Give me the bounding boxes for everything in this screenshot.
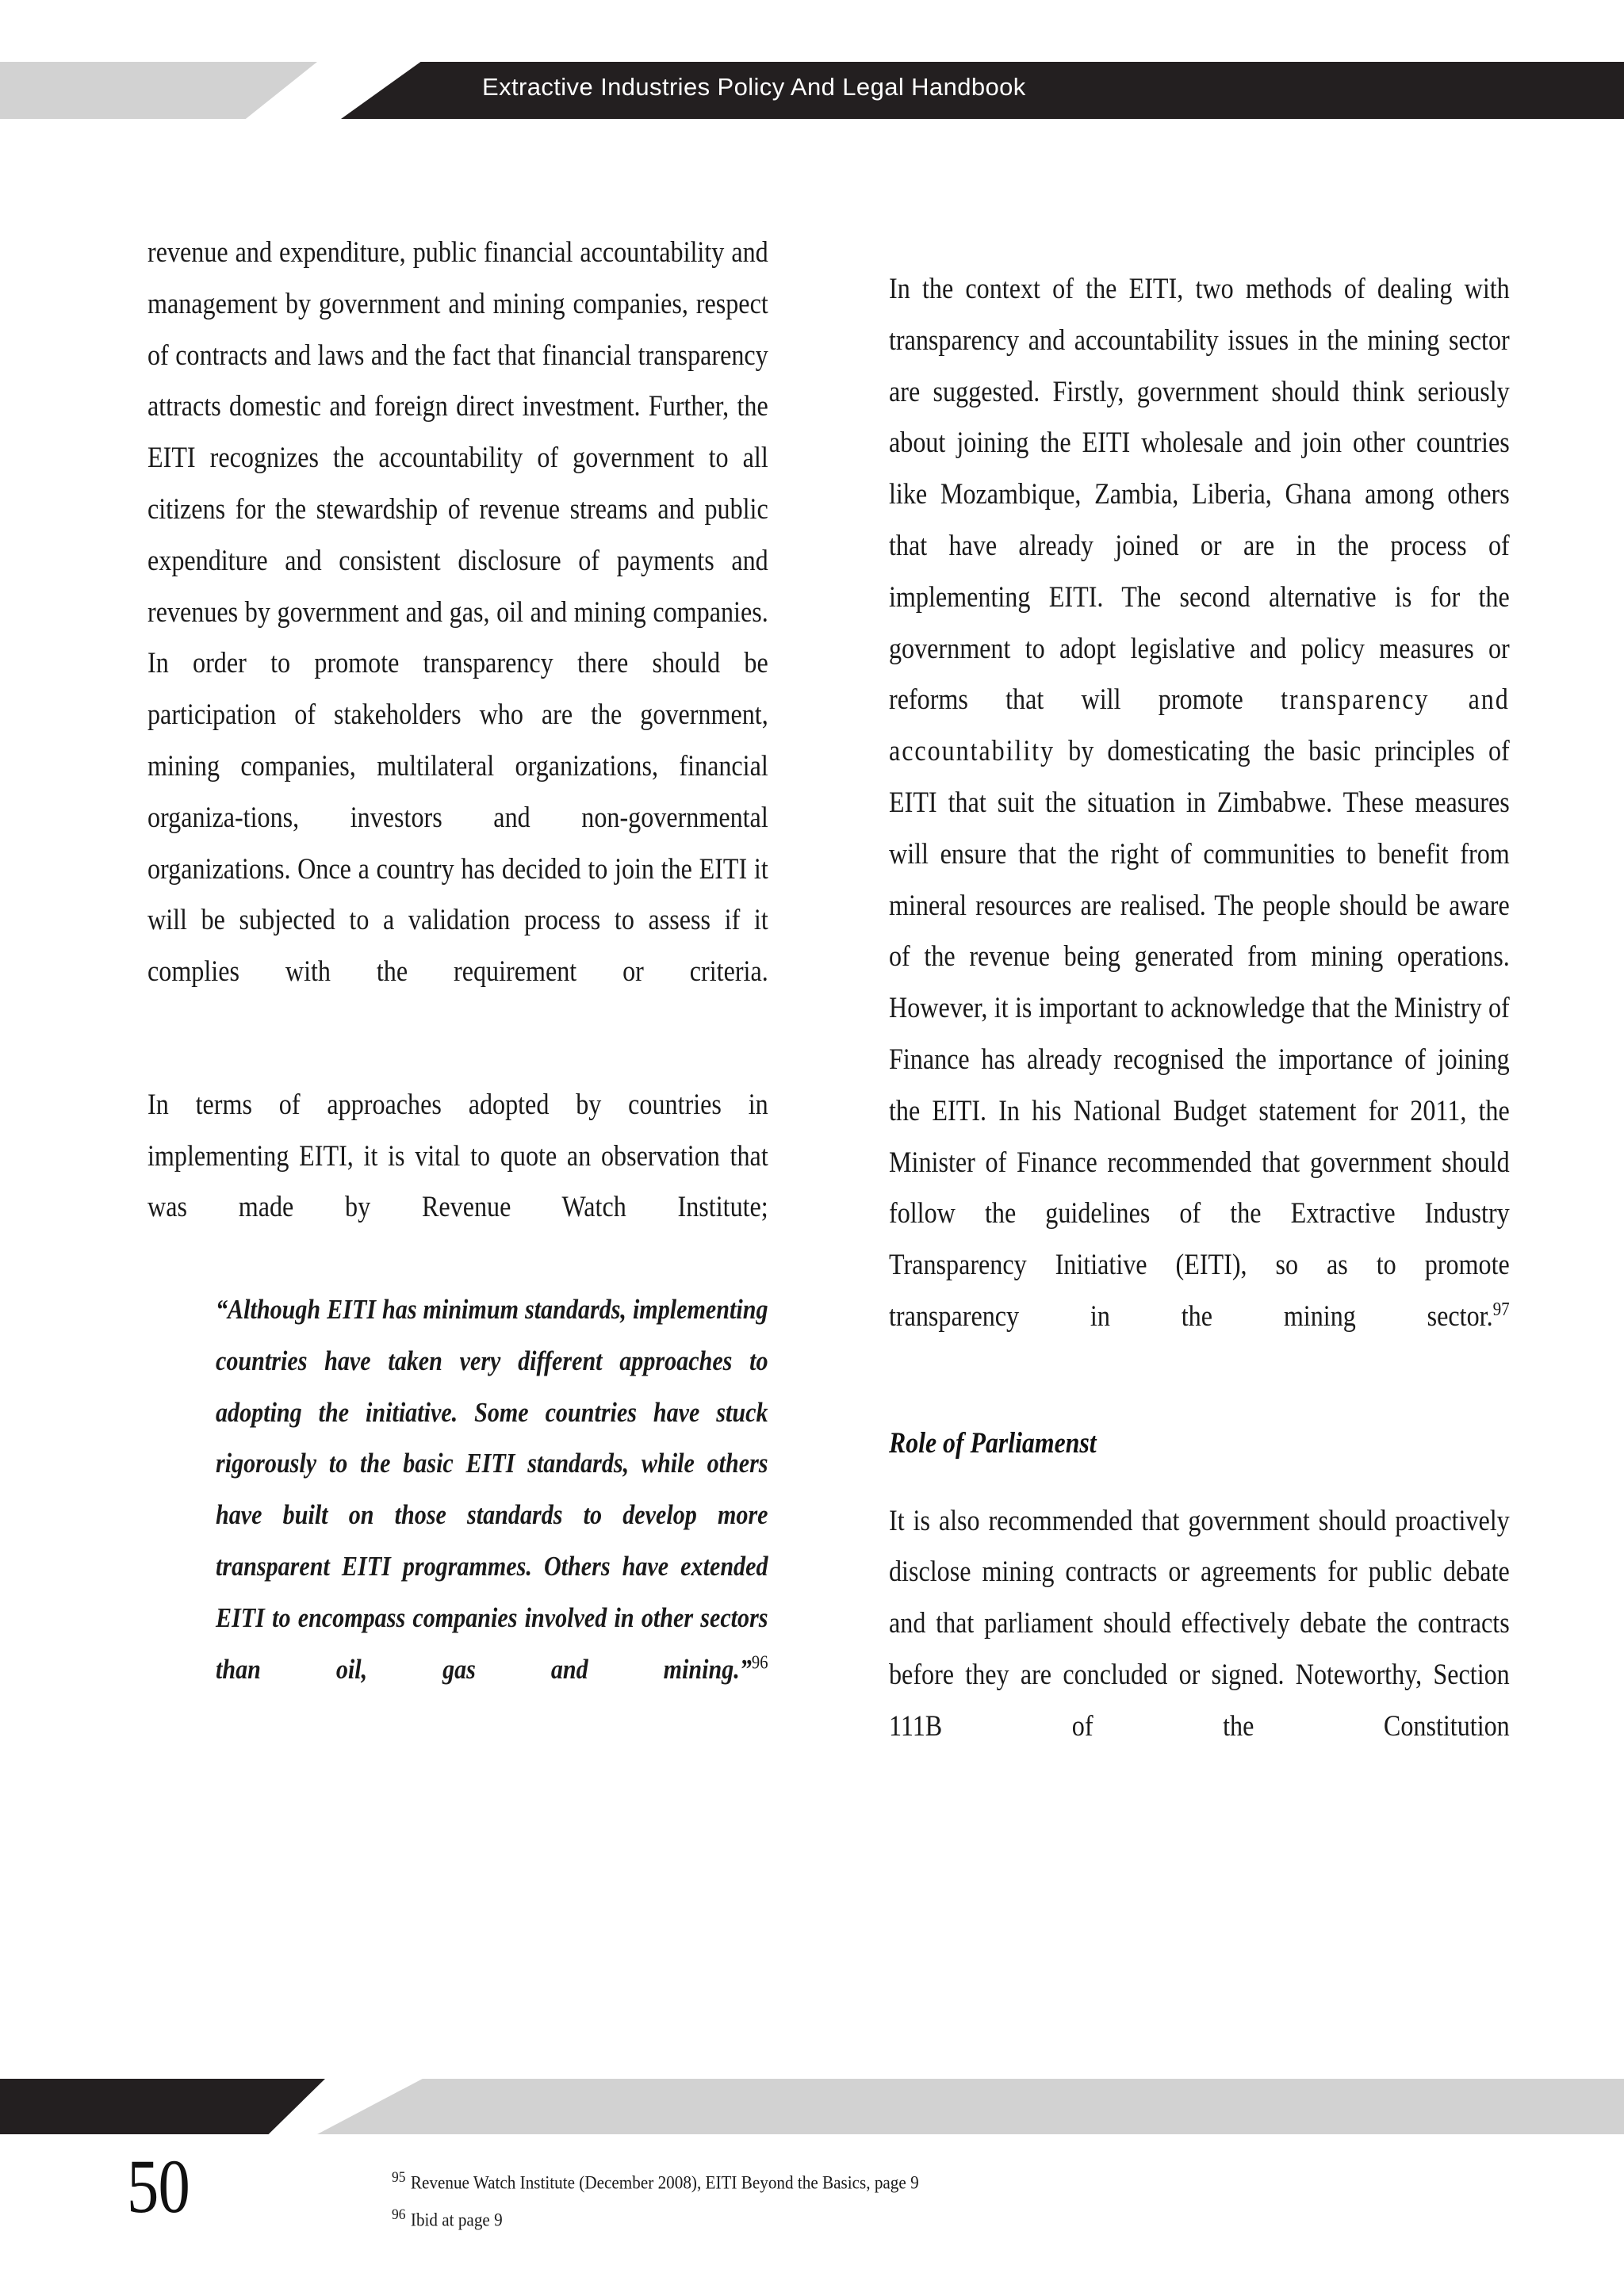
right-paragraph-1-tracked-phrase: transparency and accountability <box>889 683 1510 767</box>
right-text-column <box>889 227 1510 2042</box>
left-paragraph-2: In terms of approaches adopted by countries in implementing EITI, it is vital to quote an observation that was made by Revenue Watch Institute; <box>147 1087 768 1223</box>
footnotes-list <box>392 2164 1423 2238</box>
section-heading-role-of-parliament: Role of Parliamenst <box>889 1426 1097 1460</box>
header-grey-chevron <box>0 62 317 119</box>
running-head-title: Extractive Industries Policy And Legal Handbook <box>482 73 1026 101</box>
footnote-number: 96 <box>392 2206 406 2223</box>
page-header-banner <box>0 0 1624 143</box>
footnote-marker-97: 97 <box>1492 1299 1510 1320</box>
left-paragraph-1: revenue and expenditure, public financial accountability and management by government and mining companies, respect of contracts and laws and the fact that financial transparency attracts domestic and foreign direct investment. Further, the EITI recognizes the accountability of government to all citizens for the stewardship of revenue streams and public expenditure and consistent disclosure of payments and revenues by government and gas, oil and mining companies. In order to promote transparency there should be participation of stakeholders who are the government, mining companies, multilateral organizations, financial organiza-tions, investors and non-governmental organizations. Once a country has decided to join the EITI it will be subjected to a validation process to assess if it complies with the requirement or criteria. <box>147 235 768 988</box>
footnote-number: 95 <box>392 2169 406 2186</box>
block-quote-body: “Although EITI has minimum standards, implementing countries have taken very different approaches to adopting the initiative. Some countries have stuck rigorously to the basic EITI standards, while others have built on those standards to develop more transparent EITI programmes. Others have extended EITI to encompass companies involved in other sectors than oil, gas and mining.” <box>216 1293 768 1685</box>
footer-dark-chevron <box>0 2079 325 2134</box>
block-quote-text <box>216 1284 768 1747</box>
left-text-column <box>147 227 768 2042</box>
body-columns <box>147 227 1510 2042</box>
footer-grey-chevron <box>317 2079 1624 2134</box>
right-paragraph-1-part-a: In the context of the EITI, two methods of dealing with transparency and accountability issues in the mining sector are suggested. Firstly, government should think seriously about joining the EITI wholesale and join other countries like Mozambique, Zambia, Liberia, Ghana among others that have already joined or are in the process of implementing EITI. The second alternative is for the government to adopt legislative and policy measures or reforms that will promote <box>889 272 1510 716</box>
right-paragraph-2: It is also recommended that government should proactively disclose mining contracts or agreements for public debate and that parliament should effectively debate the contracts before they are concluded or signed. Noteworthy, Section 111B of the Constitution <box>889 1503 1510 1742</box>
block-quote <box>147 1284 768 1747</box>
footnote-item <box>392 2164 1340 2197</box>
footnote-text: Revenue Watch Institute (December 2008), EITI Beyond the Basics, page 9 <box>410 2172 919 2193</box>
footnote-marker-96: 96 <box>751 1651 768 1673</box>
page-number: 50 <box>127 2144 190 2229</box>
footnote-item <box>392 2202 1340 2234</box>
right-paragraph-1-part-b: by domesticating the basic principles of EITI that suit the situation in Zimbabwe. These measures will ensure that the right of communities to benefit from mineral resources are realised. The people should be aware of the revenue being generated from mining operations. However, it is important to acknowledge that the Ministry of Finance has already recognised the importance of joining the EITI. In his National Budget statement for 2011, the Minister of Finance recommended that government should follow the guidelines of the Extractive Industry Transparency Initiative (EITI), so as to promote transparency in the mining sector. <box>889 734 1510 1332</box>
page-footer-banner <box>0 2061 1624 2130</box>
footnote-text: Ibid at page 9 <box>410 2210 503 2230</box>
right-paragraph-1 <box>889 263 1510 1394</box>
